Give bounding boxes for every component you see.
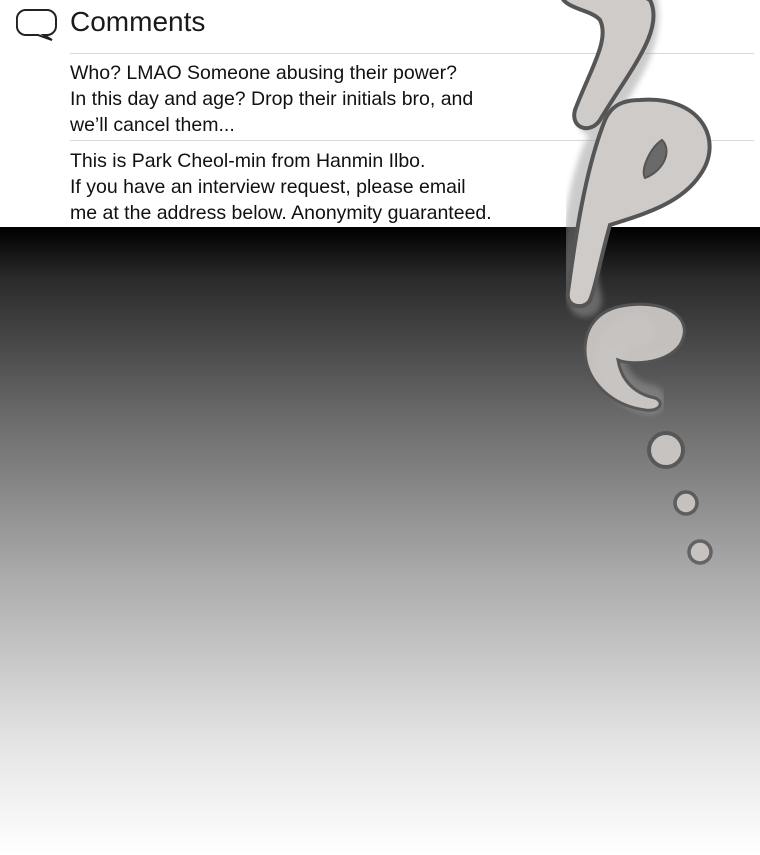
comments-panel: [0, 0, 760, 228]
gradient-backdrop: [0, 228, 760, 855]
comment-item: Who? LMAO Someone abusing their power? In this day and age? Drop their initials bro, and we’ll cancel them...: [70, 62, 474, 136]
comments-header: [0, 0, 760, 52]
divider: [70, 53, 754, 54]
speech-bubble-icon: [16, 8, 58, 42]
comments-title: Comments: [70, 6, 206, 37]
comment-item: This is Park Cheol-min from Hanmin Ilbo. If you have an interview request, please email me at the address below. Anonymity guaranteed.: [70, 150, 492, 224]
divider: [70, 140, 754, 141]
